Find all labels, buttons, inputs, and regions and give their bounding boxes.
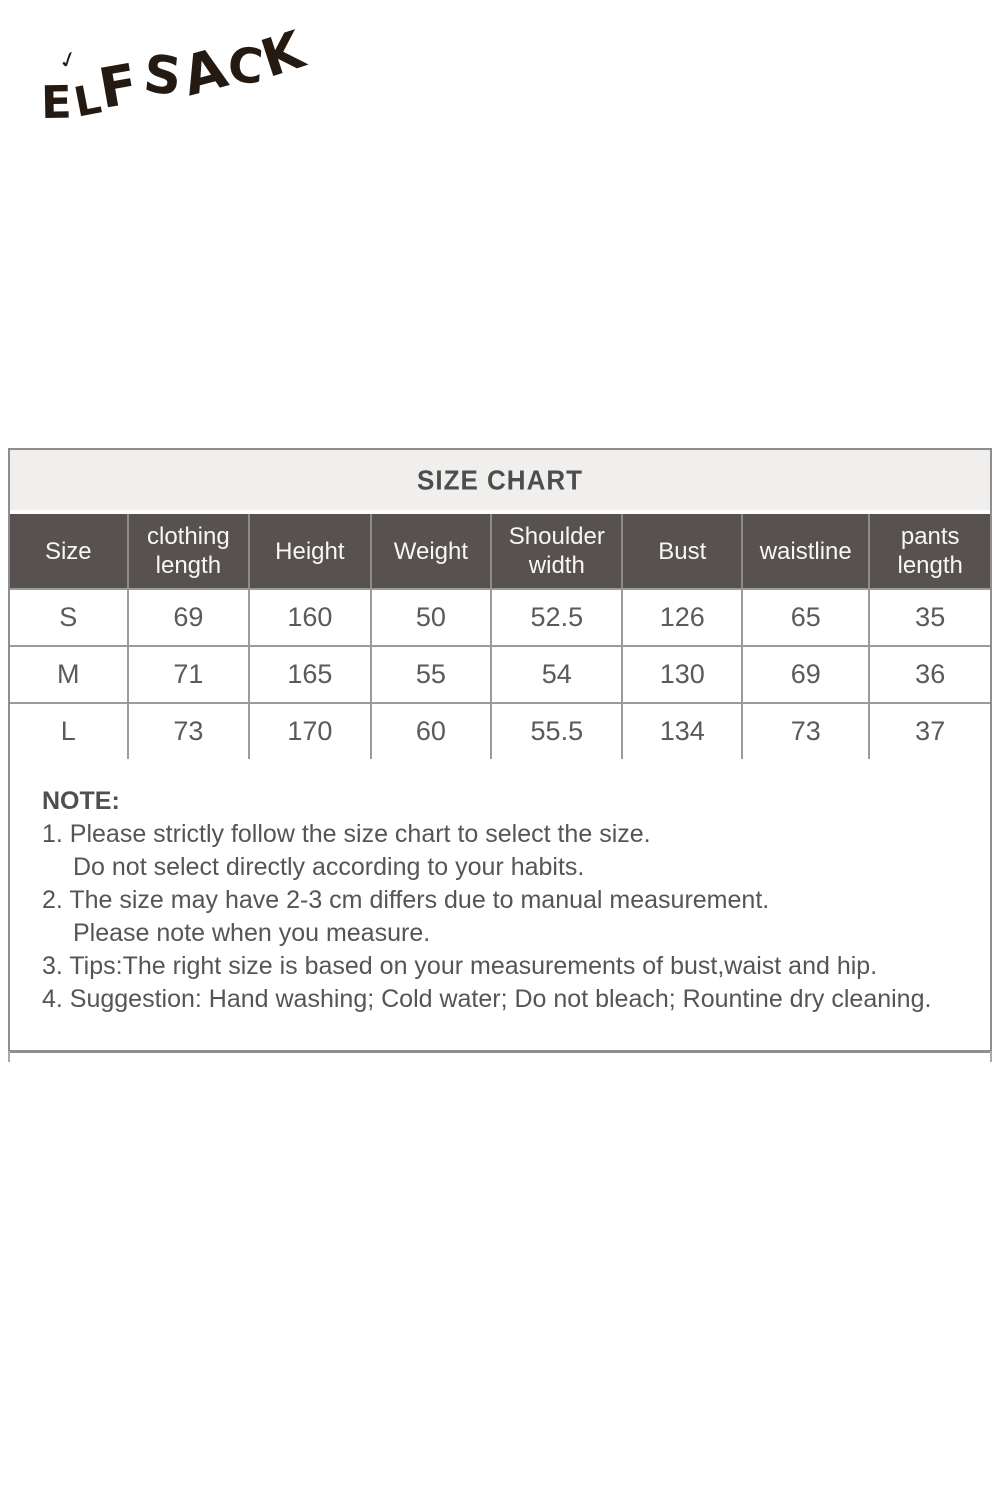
note-line-4: 4. Suggestion: Hand washing; Cold water; Do not bleach; Rountine dry cleaning. xyxy=(42,985,932,1013)
cell-clothing-length: 69 xyxy=(128,589,250,646)
cell-waistline: 69 xyxy=(742,646,869,703)
note-section xyxy=(10,759,990,1050)
column-header-waistline: waistline xyxy=(742,514,869,589)
logo-letter: E xyxy=(40,75,73,130)
cell-pants-length: 35 xyxy=(869,589,990,646)
cell-weight: 55 xyxy=(371,646,492,703)
column-header-shoulder-width: Shoulder width xyxy=(491,514,622,589)
cell-pants-length: 37 xyxy=(869,703,990,759)
size-chart-box xyxy=(8,448,992,1053)
cell-height: 160 xyxy=(249,589,371,646)
table-row-size-m xyxy=(10,646,990,703)
cell-waistline: 73 xyxy=(742,703,869,759)
cell-weight: 50 xyxy=(371,589,492,646)
note-line-2-continued: Please note when you measure. xyxy=(73,919,431,947)
logo-letter: K xyxy=(253,20,311,90)
cell-bust: 130 xyxy=(622,646,742,703)
next-box-left-edge xyxy=(8,1051,10,1062)
column-header-pants-length: pants length xyxy=(869,514,990,589)
cell-shoulder-width: 52.5 xyxy=(491,589,622,646)
logo-letter: S xyxy=(141,44,185,108)
column-header-size: Size xyxy=(10,514,128,589)
cell-size: S xyxy=(10,589,128,646)
cell-pants-length: 36 xyxy=(869,646,990,703)
cell-clothing-length: 73 xyxy=(128,703,250,759)
cell-bust: 134 xyxy=(622,703,742,759)
next-box-right-edge xyxy=(990,1051,992,1062)
size-table-header-row xyxy=(10,514,990,589)
logo-check-mark-icon: ✓ xyxy=(54,44,82,76)
logo-letter: L xyxy=(69,74,105,127)
cell-shoulder-width: 55.5 xyxy=(491,703,622,759)
table-row-size-l xyxy=(10,703,990,759)
note-line-2: 2. The size may have 2-3 cm differs due to manual measurement. xyxy=(42,886,770,914)
cell-height: 170 xyxy=(249,703,371,759)
cell-size: L xyxy=(10,703,128,759)
cell-waistline: 65 xyxy=(742,589,869,646)
logo-letter: C xyxy=(225,37,265,96)
logo-letter: A xyxy=(175,35,234,109)
cell-weight: 60 xyxy=(371,703,492,759)
elf-sack-logo xyxy=(37,20,311,156)
column-header-weight: Weight xyxy=(371,514,492,589)
cell-size: M xyxy=(10,646,128,703)
cell-shoulder-width: 54 xyxy=(491,646,622,703)
column-header-clothing-length: clothing length xyxy=(128,514,250,589)
note-line-1-continued: Do not select directly according to your habits. xyxy=(73,853,585,881)
table-row-size-s xyxy=(10,589,990,646)
logo-letter: F xyxy=(94,51,143,122)
note-heading: NOTE: xyxy=(42,787,120,815)
column-header-bust: Bust xyxy=(622,514,742,589)
cell-height: 165 xyxy=(249,646,371,703)
size-chart-title: SIZE CHART xyxy=(417,463,583,496)
column-header-height: Height xyxy=(249,514,371,589)
size-chart-title-bar xyxy=(10,450,990,510)
note-line-1: 1. Please strictly follow the size chart to select the size. xyxy=(42,820,651,848)
cell-clothing-length: 71 xyxy=(128,646,250,703)
cell-bust: 126 xyxy=(622,589,742,646)
note-line-3: 3. Tips:The right size is based on your measurements of bust,waist and hip. xyxy=(42,952,878,980)
size-table xyxy=(10,514,990,759)
